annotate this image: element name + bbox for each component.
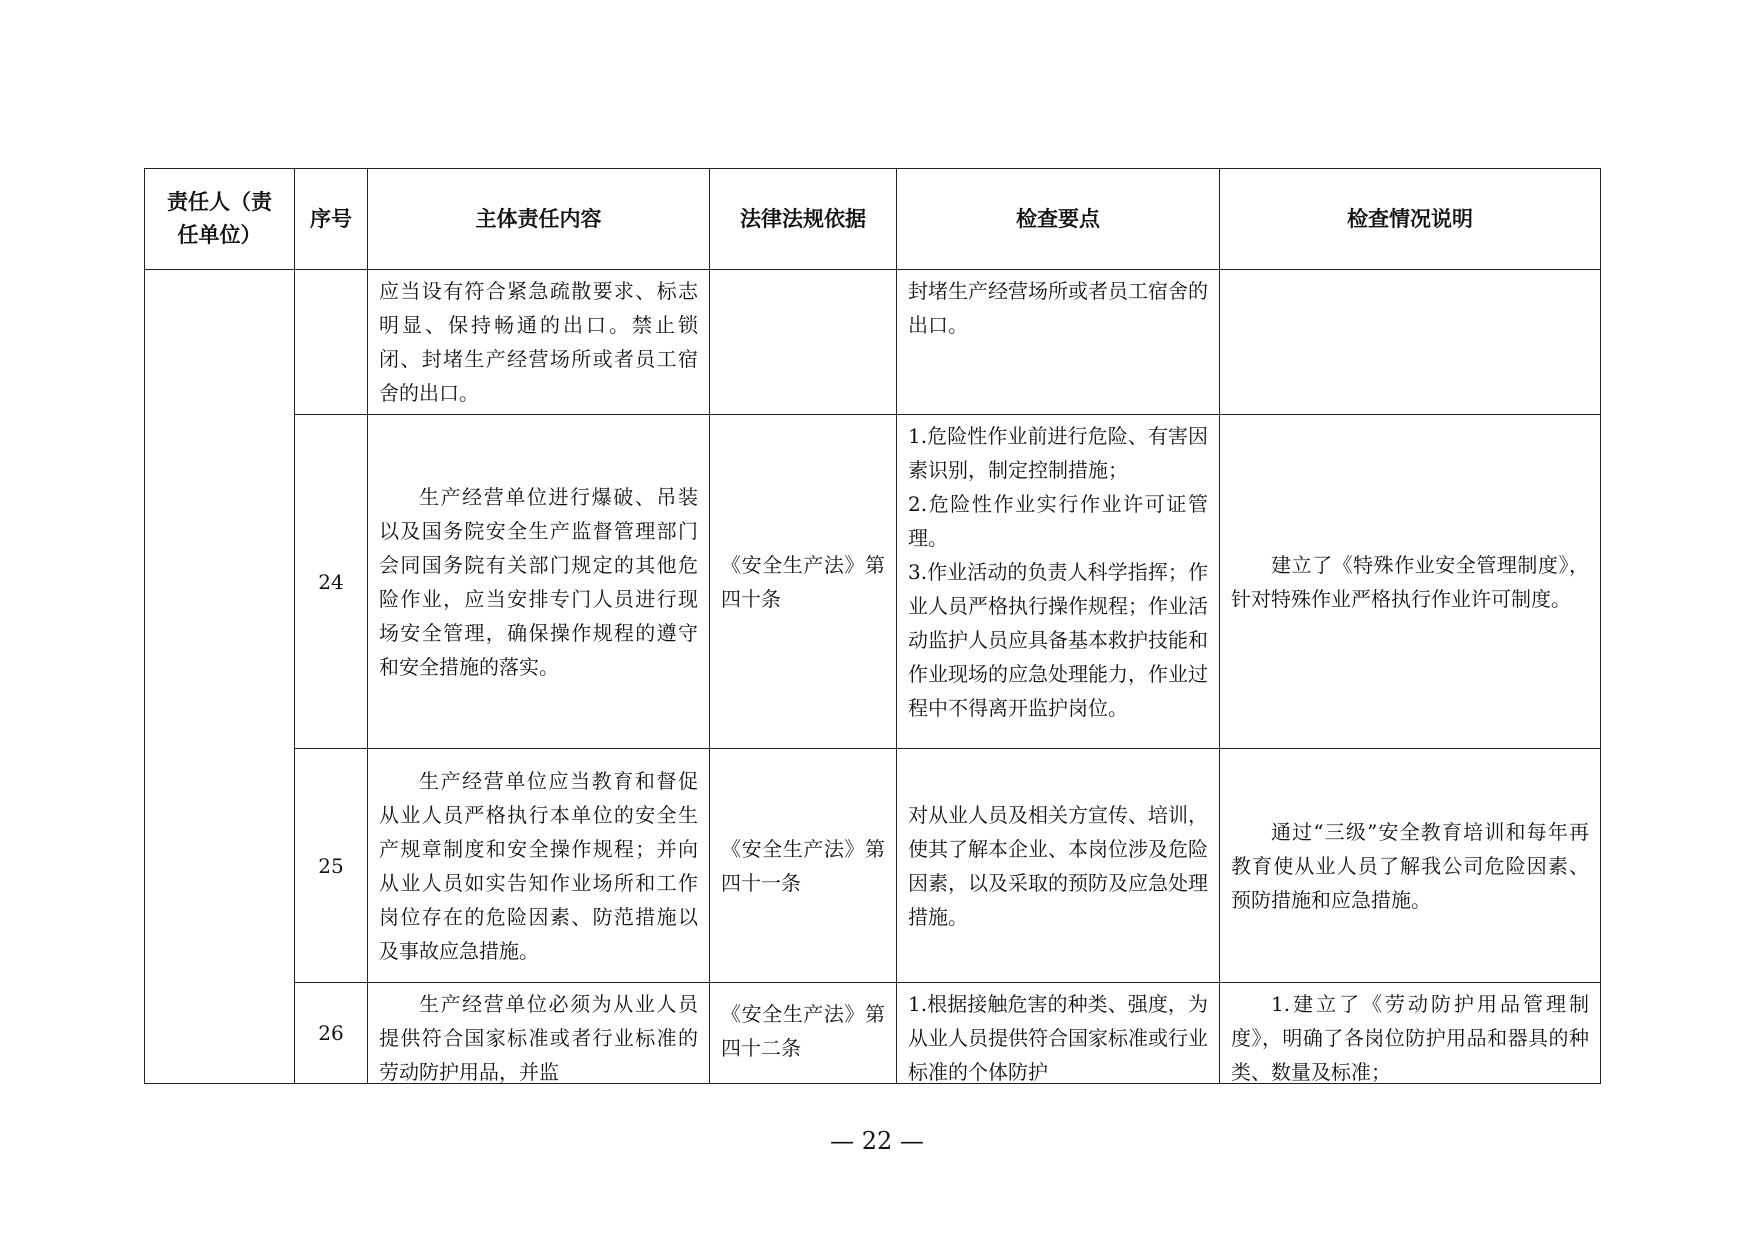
row-content xyxy=(368,415,710,749)
table-row xyxy=(145,749,1601,983)
row-basis-text: 《安全生产法》第四十一条 xyxy=(721,836,885,895)
row-checkpoint-item: 3.作业活动的负责人科学指挥；作业人员严格执行操作规程；作业活动监护人员应具备基本救护技能和作业现场的应急处理能力，作业过程中不得离开监护岗位。 xyxy=(908,560,1208,720)
row-checkpoints-list xyxy=(897,415,1219,729)
row-description-text: 1.建立了《劳动防护用品管理制度》，明确了各岗位防护用品和器具的种类、数量及标准； xyxy=(1231,992,1589,1083)
table-header-row xyxy=(145,169,1601,270)
row-content-text: 生产经营单位应当教育和督促从业人员严格执行本单位的安全生产规章制度和安全操作规程；并向从业人员如实告知作业场所和工作岗位存在的危险因素、防范措施以及事故应急措施。 xyxy=(379,768,698,963)
row-description-text: 通过“三级”安全教育培训和每年再教育使从业人员了解我公司危险因素、预防措施和应急措施。 xyxy=(1231,819,1589,912)
table-row xyxy=(145,270,1601,415)
row-checkpoint-item: 1.危险性作业前进行危险、有害因素识别，制定控制措施； xyxy=(908,424,1208,482)
row-number: 24 xyxy=(295,415,368,749)
row-checkpoints xyxy=(897,749,1220,983)
row-checkpoints xyxy=(897,415,1220,749)
row-description-text xyxy=(1220,338,1600,346)
row-checkpoints xyxy=(897,270,1220,415)
row-content-text: 生产经营单位进行爆破、吊装以及国务院安全生产监督管理部门会同国务院有关部门规定的其他危险作业，应当安排专门人员进行现场安全管理，确保操作规程的遵守和安全措施的落实。 xyxy=(379,484,698,679)
row-checkpoint-item: 2.危险性作业实行作业许可证管理。 xyxy=(908,492,1208,550)
responsible-cell xyxy=(145,270,295,1084)
row-description xyxy=(1220,415,1601,749)
row-checkpoint-item: 封堵生产经营场所或者员工宿舍的出口。 xyxy=(908,279,1208,337)
row-basis-text: 《安全生产法》第四十二条 xyxy=(721,1002,885,1060)
header-responsible: 责任人（责任单位） xyxy=(145,169,295,270)
row-basis xyxy=(710,983,897,1084)
row-checkpoint-item: 对从业人员及相关方宣传、培训，使其了解本企业、本岗位涉及危险因素，以及采取的预防及应急处理措施。 xyxy=(908,802,1208,929)
header-checkpoints: 检查要点 xyxy=(897,169,1220,270)
row-checkpoint-item: 1.根据接触危害的种类、强度，为从业人员提供符合国家标准或行业标准的个体防护 xyxy=(908,992,1208,1083)
table-row xyxy=(145,415,1601,749)
row-basis xyxy=(710,415,897,749)
row-basis-text: 《安全生产法》第四十条 xyxy=(721,552,885,611)
row-description xyxy=(1220,749,1601,983)
row-description xyxy=(1220,270,1601,415)
row-number: 25 xyxy=(295,749,368,983)
responsibility-table xyxy=(144,168,1601,1084)
table-row xyxy=(145,983,1601,1084)
header-description: 检查情况说明 xyxy=(1220,169,1601,270)
row-content xyxy=(368,749,710,983)
row-number xyxy=(295,270,368,415)
row-content-text: 应当设有符合紧急疏散要求、标志明显、保持畅通的出口。禁止锁闭、封堵生产经营场所或者员工宿舍的出口。 xyxy=(379,279,698,405)
row-description-text: 建立了《特殊作业安全管理制度》，针对特殊作业严格执行作业许可制度。 xyxy=(1231,552,1589,611)
row-basis xyxy=(710,749,897,983)
row-basis xyxy=(710,270,897,415)
row-content xyxy=(368,270,710,415)
row-number: 26 xyxy=(295,983,368,1084)
row-content xyxy=(368,983,710,1084)
page-number: — 22 — xyxy=(830,1127,924,1155)
row-description xyxy=(1220,983,1601,1084)
row-basis-text xyxy=(710,338,896,346)
header-basis: 法律法规依据 xyxy=(710,169,897,270)
header-number: 序号 xyxy=(295,169,368,270)
row-checkpoints xyxy=(897,983,1220,1084)
header-content: 主体责任内容 xyxy=(368,169,710,270)
row-content-text: 生产经营单位必须为从业人员提供符合国家标准或者行业标准的劳动防护用品，并监 xyxy=(379,992,698,1083)
